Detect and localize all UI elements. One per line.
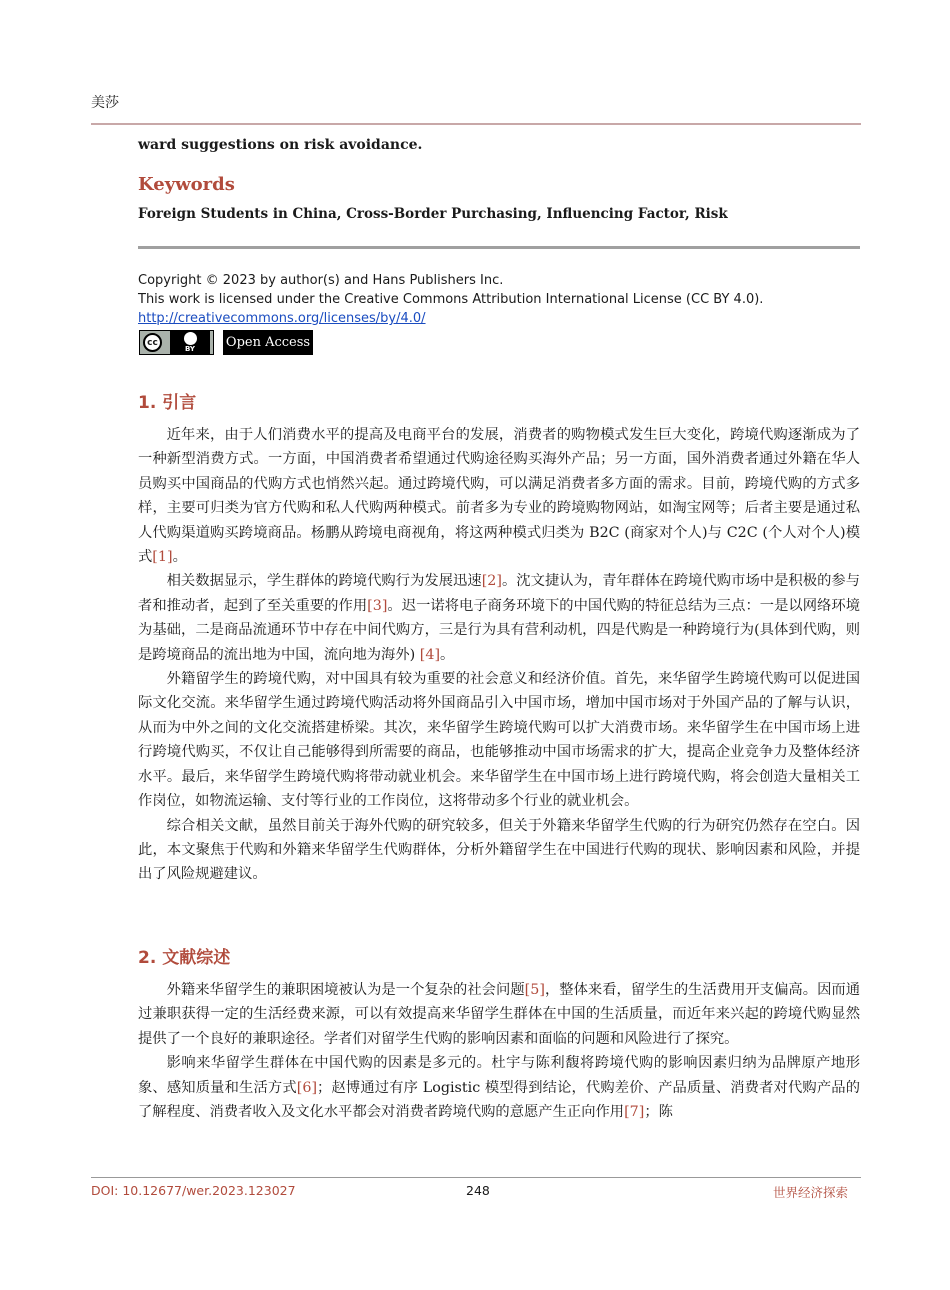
paragraph	[138, 423, 860, 569]
paragraph-text: 。	[440, 646, 455, 663]
citation-link[interactable]: [3]	[367, 597, 388, 614]
paragraph	[138, 978, 860, 1051]
paragraph	[138, 569, 860, 667]
cc-by-badge[interactable]	[139, 330, 214, 355]
paragraph	[138, 814, 860, 887]
header-divider	[91, 123, 861, 125]
keywords-divider	[138, 246, 860, 249]
paragraph-text: ；陈	[644, 1104, 673, 1121]
citation-link[interactable]: [1]	[152, 549, 173, 566]
license-link[interactable]: http://creativecommons.org/licenses/by/4.0/	[138, 311, 426, 326]
citation-link[interactable]: [5]	[524, 982, 545, 998]
footer-page-number: 248	[466, 1183, 490, 1198]
copyright-line: Copyright © 2023 by author(s) and Hans Publishers Inc.	[138, 273, 504, 288]
paragraph-text: 。迟一诺将电子商务环境下的中国代购的特征总结为三点：一是以网络环境为基础，二是商品流通环节中存在中间代购方，三是行为具有营利动机，四是代购是一种跨境行为(具体到代购，则是跨境商品的流出地为中国，流向地为海外)	[138, 597, 860, 663]
section-2-body	[138, 978, 860, 1124]
citation-link[interactable]: [4]	[419, 646, 441, 663]
person-icon	[184, 332, 197, 345]
open-access-badge[interactable]: Open Access	[223, 330, 313, 355]
license-link-wrap	[138, 311, 426, 326]
keywords-text: Foreign Students in China, Cross-Border Purchasing, Influencing Factor, Risk	[138, 206, 728, 222]
citation-link[interactable]: [7]	[624, 1104, 645, 1121]
by-icon	[170, 331, 210, 354]
cc-icon: cc	[143, 333, 162, 352]
section-1-body	[138, 423, 860, 887]
paragraph	[138, 667, 860, 813]
paragraph-text: 。沈文捷认为，青年群体在跨境代购市场中是积极的参与者和推动者，起到了至关重要的作用	[138, 573, 861, 614]
section-2-heading: 2. 文献综述	[138, 948, 231, 968]
paragraph-text: ，整体来看，留学生的生活费用开支偏高。因而通过兼职获得一定的生活经费来源，可以有效提高来华留学生群体在中国的生活质量，而近年来兴起的跨境代购显然提供了一个良好的兼职途径。学者们对留学生代购的影响因素和面临的问题和风险进行了探究。	[138, 982, 861, 1047]
paragraph-text: 外籍来华留学生的兼职困境被认为是一个复杂的社会问题	[166, 982, 525, 998]
abstract-tail-text: ward suggestions on risk avoidance.	[138, 137, 423, 153]
citation-link[interactable]: [2]	[481, 573, 502, 590]
paragraph	[138, 1051, 860, 1124]
paragraph-text: 相关数据显示，学生群体的跨境代购行为发展迅速	[166, 573, 482, 590]
license-statement: This work is licensed under the Creative Commons Attribution International License (CC BY 4.0).	[138, 292, 764, 307]
paragraph-text: 外籍留学生的跨境代购，对中国具有较为重要的社会意义和经济价值。首先，来华留学生跨境代购可以促进国际文化交流。来华留学生通过跨境代购活动将外国商品引入中国市场，增加中国市场对于外国产品的了解与认识，从而为中外之间的文化交流搭建桥梁。其次，来华留学生跨境代购可以扩大消费市场。来华留学生在中国市场上进行跨境代购买，不仅让自己能够得到所需要的商品，也能够推动中国市场需求的扩大，提高企业竞争力及整体经济水平。最后，来华留学生跨境代购将带动就业机会。来华留学生在中国市场上进行跨境代购，将会创造大量相关工作岗位，如物流运输、支付等行业的工作岗位，这将带动多个行业的就业机会。	[138, 671, 860, 810]
section-1-heading: 1. 引言	[138, 393, 197, 413]
keywords-heading: Keywords	[138, 174, 235, 195]
paragraph-text: ；赵博通过有序 Logistic 模型得到结论，代购差价、产品质量、消费者对代购产品的了解程度、消费者收入及文化水平都会对消费者跨境代购的意愿产生正向作用	[138, 1079, 861, 1121]
paragraph-text: 。	[172, 549, 187, 566]
footer-divider	[91, 1177, 861, 1178]
footer-doi: DOI: 10.12677/wer.2023.123027	[91, 1183, 296, 1198]
running-header-author: 美莎	[91, 95, 119, 111]
paragraph-text: 近年来，由于人们消费水平的提高及电商平台的发展，消费者的购物模式发生巨大变化，跨境代购逐渐成为了一种新型消费方式。一方面，中国消费者希望通过代购途径购买海外产品；另一方面，国外消费者通过外籍在华人员购买中国商品的代购方式也悄然兴起。通过跨境代购，可以满足消费者多方面的需求。目前，跨境代购的方式多样，主要可归类为官方代购和私人代购两种模式。前者多为专业的跨境购物网站，如淘宝网等；后者主要是通过私人代购渠道购买跨境商品。杨鹏从跨境电商视角，将这两种模式归类为 B2C (商家对个人)与 C2C (个人对个人)模式	[138, 427, 860, 566]
by-label: BY	[184, 345, 196, 353]
citation-link[interactable]: [6]	[296, 1079, 318, 1096]
paragraph-text: 影响来华留学生群体在中国代购的因素是多元的。杜宇与陈利馥将跨境代购的影响因素归纳为品牌原产地形象、感知质量和生活方式	[138, 1055, 860, 1096]
paragraph-text: 综合相关文献，虽然目前关于海外代购的研究较多，但关于外籍来华留学生代购的行为研究仍然存在空白。因此，本文聚焦于代购和外籍来华留学生代购群体，分析外籍留学生在中国进行代购的现状、影响因素和风险，并提出了风险规避建议。	[138, 817, 860, 883]
footer-journal: 世界经济探索	[773, 1185, 849, 1200]
